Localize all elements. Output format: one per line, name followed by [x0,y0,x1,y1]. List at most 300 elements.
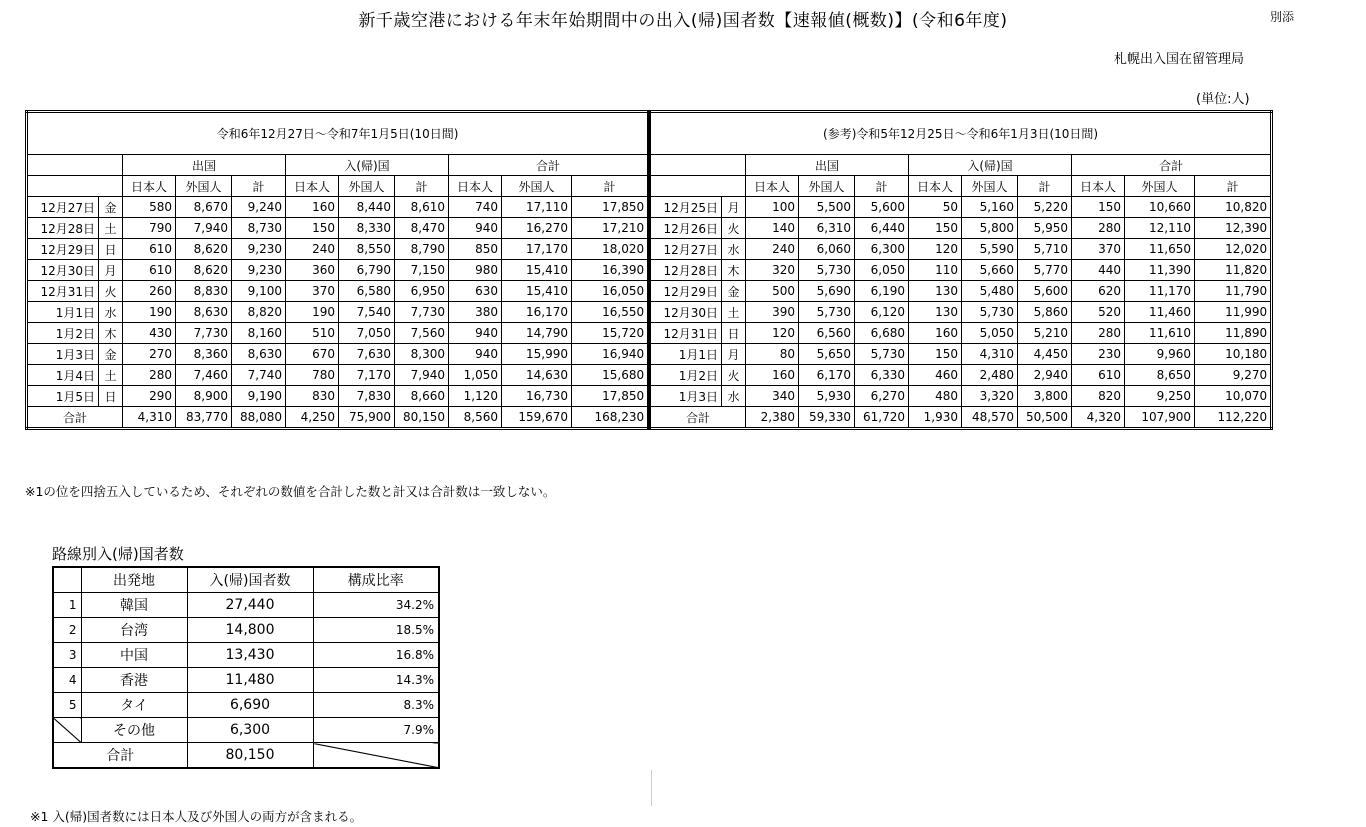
row-value: 8,790 [395,239,449,260]
row-value: 520 [1072,302,1125,323]
row-value: 5,160 [962,197,1018,218]
reference-period-table [648,110,1273,430]
bureau-name: 札幌出入国在留管理局 [1114,52,1245,67]
row-weekday: 水 [99,302,123,323]
row-value: 820 [1072,386,1125,407]
row-value: 8,660 [395,386,449,407]
row-value: 2,940 [1018,365,1072,386]
row-value: 8,630 [176,302,232,323]
row-value: 6,310 [799,218,855,239]
row-value: 120 [909,239,962,260]
row-value: 5,050 [962,323,1018,344]
group-header-row [650,155,1272,176]
row-value: 6,060 [799,239,855,260]
table-row [27,386,649,407]
subheader-sum: 計 [395,176,449,197]
row-value: 390 [746,302,799,323]
route-origin: 香港 [81,668,187,693]
row-value: 11,650 [1125,239,1195,260]
table-row [650,386,1272,407]
row-value: 16,270 [502,218,572,239]
row-value: 1,120 [449,386,502,407]
route-header-origin: 出発地 [81,567,187,593]
route-ratio: 8.3% [313,693,439,718]
total-value: 112,220 [1195,407,1272,429]
row-value: 130 [909,281,962,302]
row-weekday: 水 [722,386,746,407]
row-value: 12,110 [1125,218,1195,239]
table-row [27,239,649,260]
row-weekday: 火 [722,218,746,239]
row-date: 12月28日 [650,260,722,281]
total-value: 59,330 [799,407,855,429]
row-value: 5,590 [962,239,1018,260]
row-value: 15,410 [502,281,572,302]
subheader-foreign: 外国人 [799,176,855,197]
row-date: 12月27日 [27,197,99,218]
row-value: 8,900 [176,386,232,407]
row-weekday: 火 [722,365,746,386]
row-value: 5,730 [962,302,1018,323]
row-date: 12月29日 [650,281,722,302]
subheader-japanese: 日本人 [123,176,176,197]
row-value: 50 [909,197,962,218]
row-value: 280 [1072,323,1125,344]
table-row [27,197,649,218]
route-origin: 中国 [81,643,187,668]
total-value: 4,250 [286,407,339,429]
route-row-other [53,718,439,743]
route-header-count: 入(帰)国者数 [187,567,313,593]
row-weekday: 月 [722,197,746,218]
row-value: 610 [123,260,176,281]
route-rank: 2 [53,618,81,643]
row-weekday: 土 [99,365,123,386]
row-value: 500 [746,281,799,302]
row-value: 16,390 [572,260,649,281]
row-value: 16,940 [572,344,649,365]
row-value: 9,240 [232,197,286,218]
route-count: 27,440 [187,593,313,618]
row-value: 17,850 [572,197,649,218]
row-value: 5,800 [962,218,1018,239]
route-count: 6,690 [187,693,313,718]
row-weekday: 日 [99,386,123,407]
row-weekday: 月 [99,260,123,281]
row-value: 8,830 [176,281,232,302]
subheader-japanese: 日本人 [909,176,962,197]
row-value: 5,600 [1018,281,1072,302]
row-value: 140 [746,218,799,239]
row-value: 8,440 [339,197,395,218]
route-table-title: 路線別入(帰)国者数 [52,545,184,563]
row-value: 8,610 [395,197,449,218]
route-row [53,693,439,718]
row-value: 780 [286,365,339,386]
row-value: 12,020 [1195,239,1272,260]
row-value: 7,730 [176,323,232,344]
row-weekday: 金 [99,197,123,218]
sub-header-row [27,176,649,197]
row-date: 12月29日 [27,239,99,260]
row-value: 3,800 [1018,386,1072,407]
row-value: 15,680 [572,365,649,386]
total-value: 75,900 [339,407,395,429]
row-value: 610 [1072,365,1125,386]
row-weekday: 木 [722,260,746,281]
row-weekday: 木 [99,323,123,344]
row-value: 11,390 [1125,260,1195,281]
row-value: 5,730 [799,260,855,281]
group-header-row [27,155,649,176]
date-subheader-blank [650,176,746,197]
row-date: 1月1日 [650,344,722,365]
row-value: 4,450 [1018,344,1072,365]
row-value: 8,550 [339,239,395,260]
row-value: 16,170 [502,302,572,323]
row-date: 1月3日 [650,386,722,407]
row-value: 8,360 [176,344,232,365]
total-value: 4,320 [1072,407,1125,429]
page-title: 新千歳空港における年末年始期間中の出入(帰)国者数【速報値(概数)】(令和6年度) [358,11,1008,31]
route-origin: 韓国 [81,593,187,618]
row-value: 6,170 [799,365,855,386]
row-value: 940 [449,323,502,344]
row-value: 10,820 [1195,197,1272,218]
row-value: 17,210 [572,218,649,239]
row-value: 5,650 [799,344,855,365]
route-total-count: 80,150 [187,743,313,769]
subheader-japanese: 日本人 [286,176,339,197]
row-weekday: 金 [722,281,746,302]
row-date: 1月2日 [27,323,99,344]
row-value: 17,110 [502,197,572,218]
row-value: 7,150 [395,260,449,281]
route-count: 11,480 [187,668,313,693]
row-value: 7,460 [176,365,232,386]
total-value: 168,230 [572,407,649,429]
row-value: 5,860 [1018,302,1072,323]
row-value: 5,600 [855,197,909,218]
row-value: 5,690 [799,281,855,302]
row-value: 430 [123,323,176,344]
row-value: 6,270 [855,386,909,407]
row-value: 10,660 [1125,197,1195,218]
row-date: 12月30日 [27,260,99,281]
row-value: 620 [1072,281,1125,302]
route-row [53,668,439,693]
row-value: 18,020 [572,239,649,260]
row-value: 480 [909,386,962,407]
row-value: 160 [909,323,962,344]
row-value: 830 [286,386,339,407]
period-header: 令和6年12月27日～令和7年1月5日(10日間) [27,112,649,155]
row-value: 7,170 [339,365,395,386]
route-count: 6,300 [187,718,313,743]
row-value: 380 [449,302,502,323]
row-value: 14,630 [502,365,572,386]
route-origin: 台湾 [81,618,187,643]
row-value: 9,230 [232,260,286,281]
total-value: 1,930 [909,407,962,429]
divider [651,770,652,806]
row-value: 11,460 [1125,302,1195,323]
table-row [650,302,1272,323]
row-value: 190 [286,302,339,323]
date-header-blank [27,155,123,176]
route-row [53,643,439,668]
table-row [27,281,649,302]
row-value: 5,730 [799,302,855,323]
route-total-row [53,743,439,769]
row-value: 8,300 [395,344,449,365]
row-value: 370 [1072,239,1125,260]
row-date: 1月3日 [27,344,99,365]
total-value: 83,770 [176,407,232,429]
row-date: 1月2日 [650,365,722,386]
route-count: 13,430 [187,643,313,668]
date-subheader-blank [27,176,123,197]
route-header-ratio: 構成比率 [313,567,439,593]
row-value: 190 [123,302,176,323]
row-date: 12月25日 [650,197,722,218]
row-value: 14,790 [502,323,572,344]
row-value: 6,580 [339,281,395,302]
unit-label: (単位:人) [1196,92,1250,107]
route-note: ※1 入(帰)国者数には日本人及び外国人の両方が含まれる。 [30,809,363,824]
total-value: 88,080 [232,407,286,429]
route-rank: 1 [53,593,81,618]
row-value: 6,120 [855,302,909,323]
row-value: 510 [286,323,339,344]
table-row [650,260,1272,281]
row-weekday: 火 [99,281,123,302]
row-value: 150 [1072,197,1125,218]
total-value: 4,310 [123,407,176,429]
row-value: 260 [123,281,176,302]
row-value: 10,070 [1195,386,1272,407]
row-weekday: 月 [722,344,746,365]
row-value: 15,410 [502,260,572,281]
row-value: 5,480 [962,281,1018,302]
row-value: 8,620 [176,260,232,281]
route-ratio: 16.8% [313,643,439,668]
route-origin: その他 [81,718,187,743]
row-value: 8,670 [176,197,232,218]
row-value: 6,330 [855,365,909,386]
row-value: 15,720 [572,323,649,344]
row-value: 280 [123,365,176,386]
row-value: 16,550 [572,302,649,323]
route-total-label: 合計 [53,743,187,769]
total-row [27,407,649,429]
subheader-sum: 計 [572,176,649,197]
row-value: 8,330 [339,218,395,239]
table-row [27,365,649,386]
row-value: 11,890 [1195,323,1272,344]
route-rank: 3 [53,643,81,668]
table-row [650,323,1272,344]
route-rank-blank [53,718,81,743]
row-value: 8,650 [1125,365,1195,386]
row-date: 12月26日 [650,218,722,239]
subheader-sum: 計 [1018,176,1072,197]
total-value: 80,150 [395,407,449,429]
row-value: 6,790 [339,260,395,281]
row-value: 7,740 [232,365,286,386]
row-value: 440 [1072,260,1125,281]
row-value: 110 [909,260,962,281]
row-value: 160 [746,365,799,386]
group-header-departure: 出国 [746,155,909,176]
route-origin: タイ [81,693,187,718]
route-ratio: 7.9% [313,718,439,743]
row-value: 8,160 [232,323,286,344]
row-value: 6,440 [855,218,909,239]
row-value: 230 [1072,344,1125,365]
row-value: 1,050 [449,365,502,386]
total-value: 2,380 [746,407,799,429]
row-weekday: 水 [722,239,746,260]
subheader-japanese: 日本人 [449,176,502,197]
row-value: 9,960 [1125,344,1195,365]
row-weekday: 土 [722,302,746,323]
route-table [52,566,440,769]
total-value: 48,570 [962,407,1018,429]
row-value: 790 [123,218,176,239]
row-value: 7,940 [395,365,449,386]
route-rank: 5 [53,693,81,718]
row-value: 5,220 [1018,197,1072,218]
date-header-blank [650,155,746,176]
row-value: 7,560 [395,323,449,344]
table-row [27,302,649,323]
route-ratio: 34.2% [313,593,439,618]
total-value: 50,500 [1018,407,1072,429]
group-header-departure: 出国 [123,155,286,176]
table-row [27,323,649,344]
row-value: 160 [286,197,339,218]
row-value: 8,730 [232,218,286,239]
row-value: 9,230 [232,239,286,260]
group-header-total: 合計 [1072,155,1272,176]
row-value: 6,300 [855,239,909,260]
row-value: 7,050 [339,323,395,344]
row-value: 5,730 [855,344,909,365]
row-value: 580 [123,197,176,218]
table-row [650,218,1272,239]
row-value: 5,950 [1018,218,1072,239]
subheader-foreign: 外国人 [502,176,572,197]
row-value: 17,850 [572,386,649,407]
route-row [53,593,439,618]
route-header-blank [53,567,81,593]
sub-header-row [650,176,1272,197]
row-value: 150 [286,218,339,239]
table-row [650,197,1272,218]
route-row [53,618,439,643]
row-value: 8,470 [395,218,449,239]
row-value: 80 [746,344,799,365]
group-header-entry: 入(帰)国 [909,155,1072,176]
row-value: 12,390 [1195,218,1272,239]
row-value: 100 [746,197,799,218]
row-value: 270 [123,344,176,365]
row-value: 150 [909,218,962,239]
row-value: 11,820 [1195,260,1272,281]
row-value: 8,630 [232,344,286,365]
row-value: 5,660 [962,260,1018,281]
subheader-sum: 計 [232,176,286,197]
row-date: 1月1日 [27,302,99,323]
total-label: 合計 [650,407,746,429]
row-value: 150 [909,344,962,365]
row-value: 340 [746,386,799,407]
row-value: 460 [909,365,962,386]
row-value: 850 [449,239,502,260]
total-value: 159,670 [502,407,572,429]
row-value: 7,630 [339,344,395,365]
row-value: 320 [746,260,799,281]
period-header: (参考)令和5年12月25日～令和6年1月3日(10日間) [650,112,1272,155]
row-value: 6,680 [855,323,909,344]
row-value: 240 [746,239,799,260]
row-date: 12月28日 [27,218,99,239]
row-date: 12月31日 [650,323,722,344]
row-value: 5,210 [1018,323,1072,344]
row-value: 740 [449,197,502,218]
row-value: 11,610 [1125,323,1195,344]
row-value: 290 [123,386,176,407]
attachment-label: 別添 [1270,10,1295,24]
subheader-foreign: 外国人 [176,176,232,197]
group-header-entry: 入(帰)国 [286,155,449,176]
row-value: 120 [746,323,799,344]
row-value: 6,190 [855,281,909,302]
row-value: 130 [909,302,962,323]
row-date: 12月31日 [27,281,99,302]
table-row [27,218,649,239]
route-rank: 4 [53,668,81,693]
route-total-ratio-blank [313,743,439,769]
subheader-foreign: 外国人 [339,176,395,197]
row-value: 5,770 [1018,260,1072,281]
row-value: 980 [449,260,502,281]
row-value: 4,310 [962,344,1018,365]
table-row [650,239,1272,260]
row-value: 630 [449,281,502,302]
row-value: 17,170 [502,239,572,260]
row-value: 5,930 [799,386,855,407]
row-value: 11,990 [1195,302,1272,323]
row-weekday: 金 [99,344,123,365]
row-value: 6,050 [855,260,909,281]
total-label: 合計 [27,407,123,429]
row-value: 9,100 [232,281,286,302]
total-value: 61,720 [855,407,909,429]
row-value: 16,050 [572,281,649,302]
total-row [650,407,1272,429]
row-value: 940 [449,344,502,365]
rounding-note: ※1の位を四捨五入しているため、それぞれの数値を合計した数と計又は合計数は一致しない。 [25,484,556,499]
row-value: 9,270 [1195,365,1272,386]
route-count: 14,800 [187,618,313,643]
row-value: 610 [123,239,176,260]
row-value: 280 [1072,218,1125,239]
subheader-sum: 計 [1195,176,1272,197]
row-value: 9,250 [1125,386,1195,407]
row-weekday: 日 [722,323,746,344]
